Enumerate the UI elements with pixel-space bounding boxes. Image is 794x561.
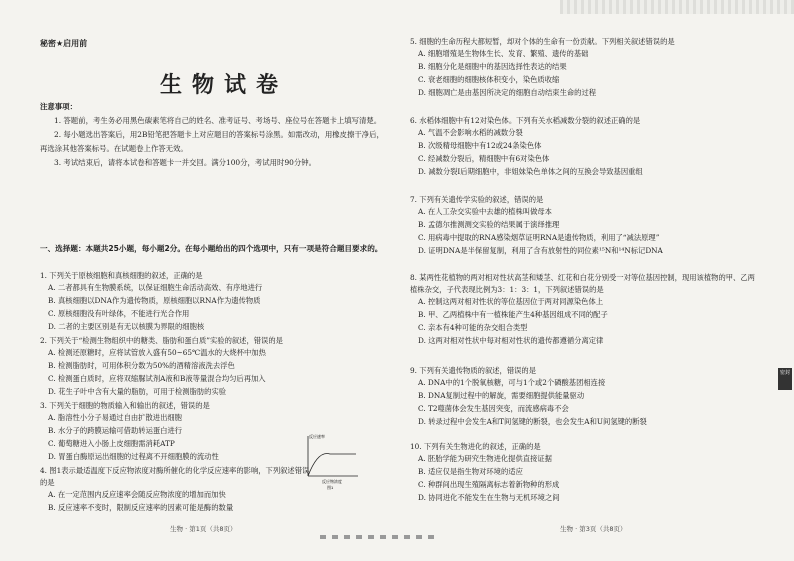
- side-tab: 密封: [778, 368, 792, 390]
- question-1: [40, 270, 390, 333]
- question-stem: 10. 下列有关生物进化的叙述，正确的是: [410, 442, 541, 451]
- notice-title: 注意事项：: [40, 102, 77, 111]
- figure-xlabel: 反应物浓度: [322, 479, 342, 484]
- option-a: A. 在人工杂交实验中去雄的植株叫做母本: [418, 207, 552, 217]
- option-c: C. 用病毒中提取的RNA感染烟草证明RNA是遗传物质，利用了“减法原理”: [418, 232, 660, 242]
- question-stem: 3. 下列关于细胞的物质输入和输出的叙述，错误的是: [40, 401, 210, 410]
- section-title: 一、选择题：本题共25小题，每小题2分。在每小题给出的四个选项中，只有一项是符合题目要求的。: [40, 244, 383, 253]
- option-b: B. 甲、乙两植株中有一植株能产生4种基因组成不同的配子: [418, 310, 608, 320]
- notice-item: 1. 答题前，考生务必用黑色碳素笔将自己的姓名、准考证号、考场号、座位号在答题卡上填写清楚。: [54, 116, 382, 125]
- question-6: [410, 115, 760, 178]
- option-a: A. 脂溶性小分子易通过自由扩散进出细胞: [48, 413, 182, 423]
- option-b: B. 次级精母细胞中有12或24条染色体: [418, 141, 542, 150]
- option-a: A. 细胞增殖是生物体生长、发育、繁殖、遗传的基础: [418, 49, 589, 59]
- option-a: A. 检测还原糖时，应将试管放入盛有50~65℃温水的大烧杯中加热: [48, 348, 266, 358]
- option-d: D. 减数分裂Ⅰ后期细胞中，非姐妹染色单体之间的互换会导致基因重组: [418, 166, 643, 176]
- question-stem: 5. 细胞的生命历程大都短暂，却对个体的生命有一份贡献。下列相关叙述错误的是: [410, 37, 675, 46]
- option-a: A. 控制这两对相对性状的等位基因位于两对同源染色体上: [418, 297, 604, 307]
- notice-item: 2. 每小题选出答案后，用2B铅笔把答题卡上对应题目的答案标号涂黑。如需改动，用橡皮擦干净后，再选涂其他答案标号。在试题卷上作答无效。: [40, 130, 384, 153]
- option-c: C. 种群间出现生殖隔离标志着新物种的形成: [418, 479, 560, 489]
- option-b: B. 孟德尔推测测交实验的结果属于演绎推理: [418, 220, 560, 229]
- footer-right: 生物 · 第3页（共8页）: [560, 525, 627, 533]
- option-b: B. 检测脂肪时，可用体积分数为50%的酒精溶液洗去浮色: [48, 361, 235, 370]
- option-a: A. DNA中的1个脱氧核糖，可与1个或2个磷酸基团相连接: [418, 378, 606, 388]
- option-c: C. 衰老细胞的细胞核体积变小，染色质收缩: [418, 74, 560, 84]
- option-d: D. 这两对相对性状中每对相对性状的遗传都遵循分离定律: [418, 335, 604, 345]
- option-c: C. 经减数分裂后，精细胞中有6对染色体: [418, 153, 550, 163]
- question-7: [410, 194, 760, 257]
- figure-caption: 图1: [327, 485, 334, 490]
- question-4: [40, 465, 310, 515]
- option-a: A. 在一定范围内反应速率会随反应物浓度的增加而加快: [48, 490, 226, 500]
- option-d: D. 胃蛋白酶原运出细胞的过程离不开细胞膜的流动性: [48, 451, 219, 461]
- option-d: D. 证明DNA是半保留复制，利用了含有放射性的同位素¹⁵N和¹⁴N标记DNA: [418, 245, 663, 255]
- question-2: [40, 335, 390, 398]
- page-title: 生物试卷: [160, 73, 289, 98]
- question-9: [410, 365, 760, 428]
- question-stem: 8. 某两性花植物的两对相对性状高茎和矮茎、红花和白花分别受一对等位基因控制，现用该植物的甲、乙两植株杂交，子代表现比例为3：1：3：1，下列叙述错误的是: [410, 273, 755, 295]
- secret-label: 秘密★启用前: [40, 39, 88, 48]
- option-a: A. 气温不会影响水稻的减数分裂: [418, 128, 523, 138]
- option-b: B. DNA复制过程中的解旋，需要细胞提供能量驱动: [418, 391, 585, 400]
- option-b: B. 细胞分化是细胞中的基因选择性表达的结果: [418, 62, 567, 71]
- question-stem: 1. 下列关于原核细胞和真核细胞的叙述，正确的是: [40, 271, 203, 280]
- question-5: [410, 36, 760, 99]
- figure-ylabel: 反应速率: [309, 434, 325, 439]
- option-b: B. 适应仅是指生物对环境的适应: [418, 467, 523, 476]
- figure-1: [300, 432, 362, 490]
- option-c: C. 亲本有4种可能的杂交组合类型: [418, 323, 528, 332]
- question-8: [410, 272, 755, 348]
- option-c: C. 原核细胞没有叶绿体，不能进行光合作用: [48, 308, 190, 318]
- option-d: D. 细胞凋亡是由基因所决定的细胞自动结束生命的过程: [418, 87, 597, 97]
- option-a: A. 胚胎学能为研究生物进化提供直接证据: [418, 454, 552, 464]
- notice-item: 3. 考试结束后，请将本试卷和答题卡一并交回。满分100分，考试用时90分钟。: [54, 158, 317, 167]
- option-c: C. T2噬菌体会发生基因突变，而流感病毒不会: [418, 403, 569, 413]
- question-stem: 2. 下列关于“检测生物组织中的糖类、脂肪和蛋白质”实验的叙述，错误的是: [40, 336, 283, 345]
- option-b: B. 水分子的跨膜运输可借助转运蛋白进行: [48, 426, 183, 435]
- option-d: D. 花生子叶中含有大量的脂肪，可用于检测脂肪的实验: [48, 386, 227, 396]
- notice-block: [40, 100, 390, 170]
- question-stem: 7. 下列有关遗传学实验的叙述，错误的是: [410, 195, 544, 204]
- question-10: [410, 441, 760, 504]
- question-stem: 4. 图1表示最适温度下反应物浓度对酶所催化的化学反应速率的影响，下列叙述错误的是: [40, 466, 310, 488]
- option-a: A. 二者都具有生物膜系统，以保证细胞生命活动高效、有序地进行: [48, 283, 263, 293]
- scan-strip: [560, 0, 794, 14]
- footer-dots: [320, 524, 480, 530]
- option-c: C. 检测蛋白质时，应将双缩脲试剂A液和B液等量混合均匀后再加入: [48, 373, 266, 383]
- option-b: B. 真核细胞以DNA作为遗传物质，原核细胞以RNA作为遗传物质: [48, 296, 261, 305]
- footer-left: 生物 · 第1页（共8页）: [170, 525, 237, 533]
- question-stem: 9. 下列有关遗传物质的叙述，错误的是: [410, 366, 537, 375]
- option-d: D. 二者的主要区别是有无以核膜为界限的细胞核: [48, 321, 205, 331]
- option-c: C. 葡萄糖进入小肠上皮细胞需消耗ATP: [48, 438, 175, 448]
- option-d: D. 转录过程中会发生A和T间氢键的断裂，也会发生A和U间氢键的断裂: [418, 416, 647, 426]
- question-stem: 6. 水稻体细胞中有12对染色体。下列有关水稻减数分裂的叙述正确的是: [410, 116, 641, 125]
- option-d: D. 协同进化不能发生在生物与无机环境之间: [418, 492, 560, 502]
- option-b: B. 反应速率不变时，限制反应速率的因素可能是酶的数量: [48, 503, 234, 513]
